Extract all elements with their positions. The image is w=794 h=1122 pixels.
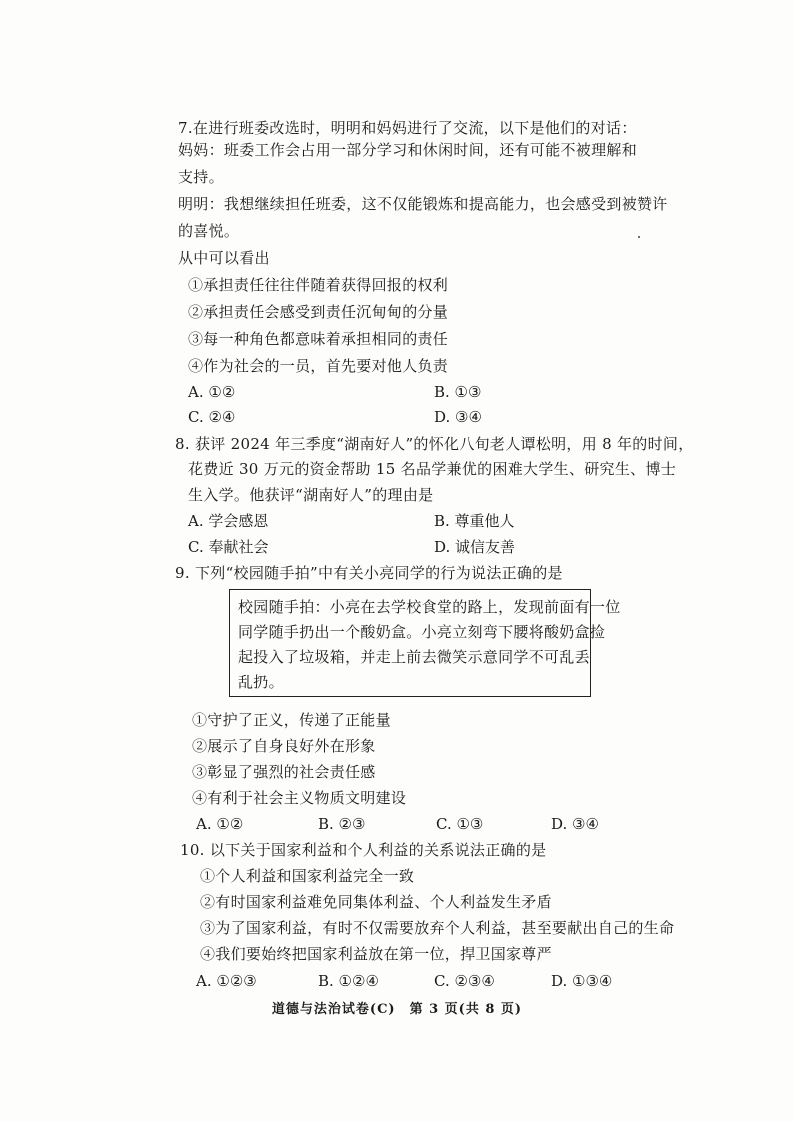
q9-option-b: B. ②③ bbox=[318, 815, 366, 833]
q7-item-2: ②承担责任会感受到责任沉甸甸的分量 bbox=[188, 303, 449, 321]
q8-option-a: A. 学会感恩 bbox=[188, 512, 269, 530]
q9-item-1: ①守护了正义，传递了正能量 bbox=[192, 711, 391, 729]
q7-item-3: ③每一种角色都意味着承担相同的责任 bbox=[188, 330, 449, 348]
q7-ming-line-1: 明明：我想继续担任班委，这不仅能锻炼和提高能力，也会感受到被赞许 bbox=[178, 195, 668, 213]
q7-option-d: D. ③④ bbox=[434, 408, 482, 426]
q9-box-line-2: 同学随手扔出一个酸奶盒。小亮立刻弯下腰将酸奶盒捡 bbox=[238, 623, 606, 641]
q7-option-c: C. ②④ bbox=[188, 408, 236, 426]
q7-item-1: ①承担责任往往伴随着获得回报的权利 bbox=[188, 276, 449, 294]
q9-box-line-1: 校园随手拍：小亮在去学校食堂的路上，发现前面有一位 bbox=[238, 598, 621, 616]
q8-option-d: D. 诚信友善 bbox=[434, 538, 516, 556]
q9-stem: 9. 下列“校园随手拍”中有关小亮同学的行为说法正确的是 bbox=[175, 564, 563, 582]
q10-item-2: ②有时国家利益难免同集体利益、个人利益发生矛盾 bbox=[200, 893, 552, 911]
q7-option-a: A. ①② bbox=[188, 383, 236, 401]
q9-item-3: ③彰显了强烈的社会责任感 bbox=[192, 763, 376, 781]
q10-item-3: ③为了国家利益，有时不仅需要放弃个人利益，甚至要献出自己的生命 bbox=[200, 919, 675, 937]
q9-option-c: C. ①③ bbox=[436, 815, 484, 833]
q9-item-2: ②展示了自身良好外在形象 bbox=[192, 737, 376, 755]
q7-mom-line-1: 妈妈：班委工作会占用一部分学习和休闲时间，还有可能不被理解和 bbox=[178, 141, 638, 159]
q10-option-d: D. ①③④ bbox=[551, 972, 613, 990]
q10-option-b: B. ①②④ bbox=[318, 972, 379, 990]
q8-option-c: C. 奉献社会 bbox=[188, 538, 269, 556]
q7-mom-line-2: 支持。 bbox=[178, 168, 224, 186]
q10-stem: 10. 以下关于国家利益和个人利益的关系说法正确的是 bbox=[180, 841, 547, 859]
q7-stem: 7.在进行班委改选时，明明和妈妈进行了交流，以下是他们的对话： bbox=[178, 119, 637, 137]
q10-option-c: C. ②③④ bbox=[434, 972, 495, 990]
q9-item-4: ④有利于社会主义物质文明建设 bbox=[192, 789, 407, 807]
page-footer: 道德与法治试卷(C) 第 3 页(共 8 页) bbox=[271, 1002, 523, 1017]
q10-option-a: A. ①②③ bbox=[196, 972, 257, 990]
q9-box-line-4: 乱扔。 bbox=[238, 673, 284, 691]
q7-ming-line-2: 的喜悦。 bbox=[178, 222, 240, 240]
q9-box-line-3: 起投入了垃圾箱，并走上前去微笑示意同学不可乱丢 bbox=[238, 648, 590, 666]
q8-option-b: B. 尊重他人 bbox=[434, 512, 515, 530]
q8-line-3: 生入学。他获评“湖南好人”的理由是 bbox=[188, 486, 434, 504]
q10-item-1: ①个人利益和国家利益完全一致 bbox=[200, 867, 415, 885]
q9-option-d: D. ③④ bbox=[551, 815, 599, 833]
q9-option-a: A. ①② bbox=[196, 815, 244, 833]
q8-line-2: 花费近 30 万元的资金帮助 15 名品学兼优的困难大学生、研究生、博士 bbox=[188, 460, 677, 478]
q7-option-b: B. ①③ bbox=[434, 383, 482, 401]
q8-line-1: 8. 获评 2024 年三季度“湖南好人”的怀化八旬老人谭松明，用 8 年的时间， bbox=[175, 435, 694, 453]
q10-item-4: ④我们要始终把国家利益放在第一位，捍卫国家尊严 bbox=[200, 945, 552, 963]
q7-item-4: ④作为社会的一员，首先要对他人负责 bbox=[188, 357, 449, 375]
q7-prompt: 从中可以看出 bbox=[178, 249, 270, 267]
scan-speck bbox=[638, 236, 640, 238]
